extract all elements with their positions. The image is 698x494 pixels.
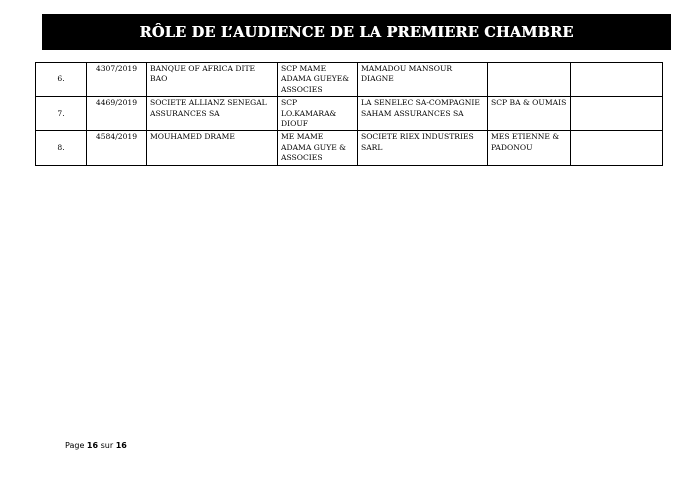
page-label: Page bbox=[65, 441, 85, 450]
docket-number: 4307/2019 bbox=[87, 63, 147, 97]
plaintiff: MOUHAMED DRAME bbox=[147, 131, 278, 165]
table-row bbox=[36, 63, 663, 97]
plaintiff-counsel: SCP MAME ADAMA GUEYE& ASSOCIES bbox=[278, 63, 358, 97]
defendant: LA SENELEC SA-COMPAGNIE SAHAM ASSURANCES SA bbox=[358, 97, 488, 131]
defendant-counsel: MES ETIENNE & PADONOU bbox=[488, 131, 571, 165]
defendant: SOCIETE RIEX INDUSTRIES SARL bbox=[358, 131, 488, 165]
plaintiff: BANQUE OF AFRICA DITE BAO bbox=[147, 63, 278, 97]
plaintiff-counsel: ME MAME ADAMA GUYE & ASSOCIES bbox=[278, 131, 358, 165]
current-page-number: 16 bbox=[86, 441, 99, 450]
defendant-counsel: SCP BA & OUMAIS bbox=[488, 97, 571, 131]
case-number: 7. bbox=[36, 97, 87, 131]
observation bbox=[571, 131, 663, 165]
case-number: 8. bbox=[36, 131, 87, 165]
total-page-number: 16 bbox=[115, 441, 127, 450]
case-number: 6. bbox=[36, 63, 87, 97]
table-row bbox=[36, 97, 663, 131]
page-separator: sur bbox=[100, 441, 114, 450]
observation bbox=[571, 97, 663, 131]
plaintiff-counsel: SCP LO.KAMARA& DIOUF bbox=[278, 97, 358, 131]
page-footer bbox=[65, 441, 127, 450]
defendant-counsel bbox=[488, 63, 571, 97]
plaintiff: SOCIETE ALLIANZ SENEGAL ASSURANCES SA bbox=[147, 97, 278, 131]
page-title: RÔLE DE L’AUDIENCE DE LA PREMIERE CHAMBRE bbox=[139, 23, 574, 41]
defendant: MAMADOU MANSOUR DIAGNE bbox=[358, 63, 488, 97]
docket-number: 4469/2019 bbox=[87, 97, 147, 131]
observation bbox=[571, 63, 663, 97]
docket-number: 4584/2019 bbox=[87, 131, 147, 165]
hearing-roll-table bbox=[35, 62, 663, 166]
table-row bbox=[36, 131, 663, 165]
title-banner bbox=[42, 14, 671, 50]
